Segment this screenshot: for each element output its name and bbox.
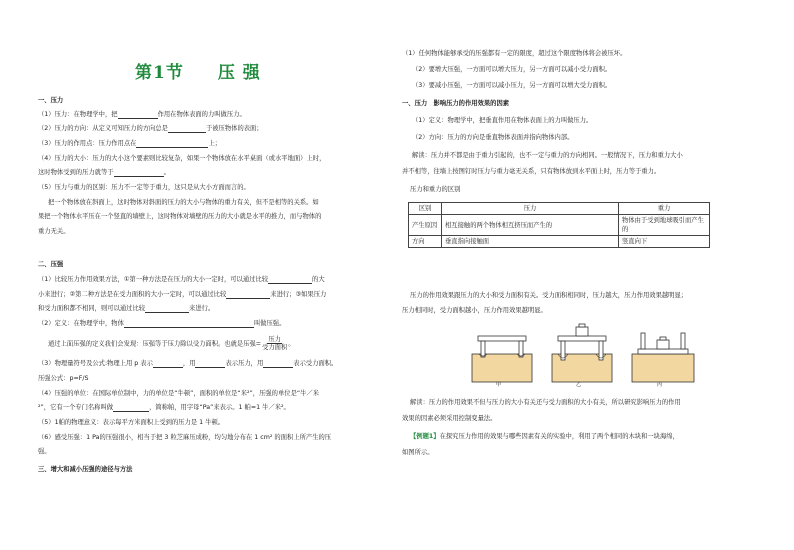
force-gravity-table xyxy=(408,202,710,248)
text-line: 把一个物体放在斜面上，这时物体对斜面的压力的大小与物体的重力有关，但不是相等的关系。如 xyxy=(48,199,319,206)
table-cell: 相互接触的两个物体相互挤压而产生的 xyxy=(442,215,619,236)
text-line: 解读：压力并不都是由于重力引起的，也不一定与重力的方向相同。一般情况下，压力和重力大小 xyxy=(412,152,683,159)
table-cell: 重力 xyxy=(619,203,710,215)
text-line: （5）压力与重力的区别：压力不一定等于重力，这只是从大小方面而言的。 xyxy=(38,184,250,191)
experiment-figure xyxy=(470,322,700,390)
figure-label-jia: 甲 xyxy=(496,382,502,388)
pressure-fraction: $\frac{\text{压力}}{\text{受力面积}}$ xyxy=(262,336,288,351)
table-row xyxy=(409,203,710,215)
text-line: 如图所示。 xyxy=(402,449,434,456)
text-line: （2）方向：压力的方向是垂直物体表面并指向物体内部。 xyxy=(412,134,574,141)
pressure-formula-line: 通过上面压强的定义我们会发现：压强等于压力除以受力面积。也就是压强= $\frac{\text{压力}}{\text{受力面积}}$ 。 xyxy=(48,336,295,351)
text-line: （3）压力的作用点：压力作用点在 上； xyxy=(38,140,222,147)
text-line: （2）压力的方向：从定义可知压力的方向总是 于被压物体的表面； xyxy=(38,125,263,132)
text-line: （3）物理量符号及公式:物理上用 p 表示 ，用 表示压力，用 表示受力面积。 xyxy=(38,360,338,367)
text-line: 效果的因素必须采用控制变量法。 xyxy=(402,415,497,422)
text-line: （1）比较压力作用效果方法，①第一种方法是在压力的大小一定时，可以通过比较 的大 xyxy=(38,276,325,283)
table-cell: 产生原因 xyxy=(409,215,442,236)
section-topic: 压 强 xyxy=(217,63,261,83)
setup-yi xyxy=(552,324,612,382)
text-line: 并不相等，往墙上按图钉时压力与重力毫无关系，只有物体放到水平面上时，压力等于重力。 xyxy=(402,168,661,175)
table-cell: 垂直指向接触面 xyxy=(442,236,619,248)
table-row xyxy=(409,215,710,236)
setup-bing xyxy=(632,333,694,382)
table-cell: 压力 xyxy=(442,203,619,215)
heading-pressure-force: 一、压力 xyxy=(38,97,64,104)
text-line: 这时物体受到的压力就等于 。 xyxy=(38,169,170,176)
table-cell: 方向 xyxy=(409,236,442,248)
text-line: 压力相同时，受力面积越小，压力作用效果越明显。 xyxy=(402,307,547,314)
text-line: （2）要增大压强，一方面可以增大压力，另一方面可以减小受力面积。 xyxy=(412,66,612,73)
text-line: （4）压力的大小：压力的大小这个要素则比较复杂，如果一个物体放在水平桌面（或水平地面）上时， xyxy=(38,155,326,162)
text-line: 和受力面积都不相同，则可以通过比较 来进行。 xyxy=(38,305,215,312)
text-line: （3）要减小压强，一方面可以减小压力，另一方面可以增大受力面积。 xyxy=(412,82,612,89)
table-caption: 压力和重力的区别 xyxy=(410,186,461,193)
example-tag: 【例题1】 xyxy=(410,433,440,440)
table-cell: 区别 xyxy=(409,203,442,215)
text-line: 解读：压力的作用效果不但与压力的大小有关还与受力面积的大小有关，所以研究影响压力的作用 xyxy=(410,399,681,406)
text-line: 压力的作用效果跟压力的大小和受力面积有关。受力面积相同时，压力越大，压力作用效果越明显； xyxy=(410,292,688,299)
example-line: 【例题1】在探究压力作用的效果与哪些因素有关的实验中，利用了两个相同的木块和一块海绵， xyxy=(410,433,679,440)
table-row xyxy=(409,236,710,248)
text-line: 强。 xyxy=(38,448,51,455)
text-line: （4）压强的单位：在国际单位制中，力的单位是“牛顿”，面积的单位是“米²”，压强的单位是“牛／米 xyxy=(38,390,320,397)
text-line: 小来进行；②第二种方法是在受力面积的大小一定时，可以通过比较 来进行；③如果压力 xyxy=(38,291,327,298)
text-line: （6）感受压强：1 Pa的压强很小，相当于把 3 粒芝麻压成粉，均匀地分布在 1 cm² 的面积上所产生的压 xyxy=(38,434,332,441)
heading-pressure: 二、压强 xyxy=(38,261,64,268)
text-line: （1）任何物体能够承受的压强都有一定的限度，超过这个限度物体将会被压坏。 xyxy=(402,50,627,57)
text-line: （1）定义：物理学中，把垂直作用在物体表面上的力叫做压力。 xyxy=(412,117,593,124)
table-cell: 物体由于受到地球吸引而产生的 xyxy=(619,215,710,236)
setup-jia xyxy=(472,336,532,382)
table-cell: 竖直向下 xyxy=(619,236,710,248)
text-line: 重力无关。 xyxy=(38,228,70,235)
text-line: （2）定义：在物理学中，物体 叫做压强。 xyxy=(38,320,286,327)
figure-label-bing: 丙 xyxy=(657,382,663,388)
figure-label-yi: 乙 xyxy=(576,382,582,388)
heading-increase-decrease: 三、增大和减小压强的途径与方法 xyxy=(38,466,133,473)
section-number: 第1节 xyxy=(135,63,184,83)
text-line: 压强公式：p=F/S xyxy=(38,375,89,382)
text-line: 果把一个物体水平压在一个竖直的墙壁上，这时物体对墙壁的压力的大小就是水平的推力，而与物体的 xyxy=(38,213,322,220)
text-line: （5）1帕的物理意义：表示每平方米面积上受到的压力是 1 牛顿。 xyxy=(38,419,225,426)
text-line: ²”，它有一个专门名称叫做 ，简称帕，用字母“Pa”来表示。1 帕=1 牛／米²。 xyxy=(38,404,290,411)
text-line: （1）压力：在物理学中，把 作用在物体表面的力叫做压力。 xyxy=(38,111,246,118)
heading-factors: 一、压力 影响压力的作用效果的因素 xyxy=(402,100,510,107)
page-title xyxy=(135,58,261,83)
